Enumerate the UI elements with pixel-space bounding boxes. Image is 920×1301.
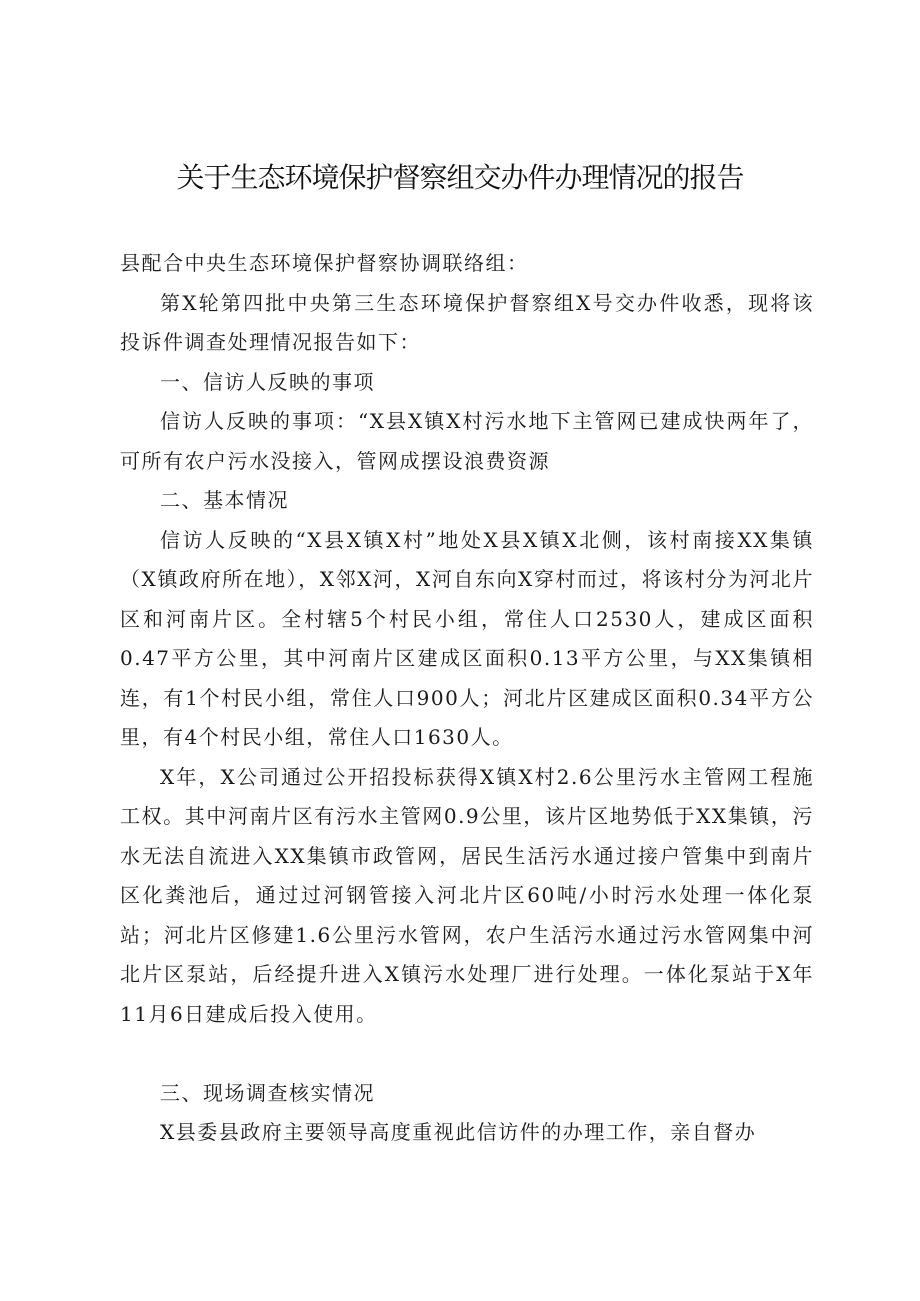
section-heading-2: 二、基本情况 bbox=[160, 488, 289, 512]
section-heading-1: 一、信访人反映的事项 bbox=[160, 369, 375, 394]
petition-content-paragraph: 信访人反映的事项：“X县X镇X村污水地下主管网已建成快两年了，可所有农户污水没接入，管网成摆设浪费资源 bbox=[120, 409, 814, 473]
village-info-paragraph: 信访人反映的“X县X镇X村”地处X县X镇X北侧，该村南接XX集镇（X镇政府所在地），X邻X河，X河自东向X穿村而过，将该村分为河北片区和河南片区。全村辖5个村民小组，常住人口2530人，建成区面积0.47平方公里，其中河南片区建成区面积0.13平方公里，与XX集镇相连，有1个村民小组，常住人口900人；河北片区建成区面积0.34平方公里，有4个村民小组，常住人口1630人。 bbox=[120, 527, 814, 749]
salutation: 县配合中央生态环境保护督察协调联络组： bbox=[120, 251, 529, 275]
intro-paragraph: 第X轮第四批中央第三生态环境保护督察组X号交办件收悉，现将该投诉件调查处理情况报告如下： bbox=[120, 290, 814, 354]
section-heading-3: 三、现场调查核实情况 bbox=[160, 1080, 375, 1105]
pipeline-project-paragraph: X年，X公司通过公开招投标获得X镇X村2.6公里污水主管网工程施工权。其中河南片区有污水主管网0.9公里，该片区地势低于XX集镇，污水无法自流进入XX集镇市政管网，居民生活污水通过接户管集中到南片区化粪池后，通过过河钢管接入河北片区60吨/小时污水处理一体化泵站；河北片区修建1.6公里污水管网，农户生活污水通过污水管网集中河北片区泵站，后经提升进入X镇污水处理厂进行处理。一体化泵站于X年11月6日建成后投入使用。 bbox=[120, 764, 814, 1026]
document-body bbox=[120, 244, 814, 1153]
document-title: 关于生态环境保护督察组交办件办理情况的报告 bbox=[176, 161, 744, 194]
investigation-paragraph: X县委县政府主要领导高度重视此信访件的办理工作，亲自督办 bbox=[160, 1120, 757, 1144]
